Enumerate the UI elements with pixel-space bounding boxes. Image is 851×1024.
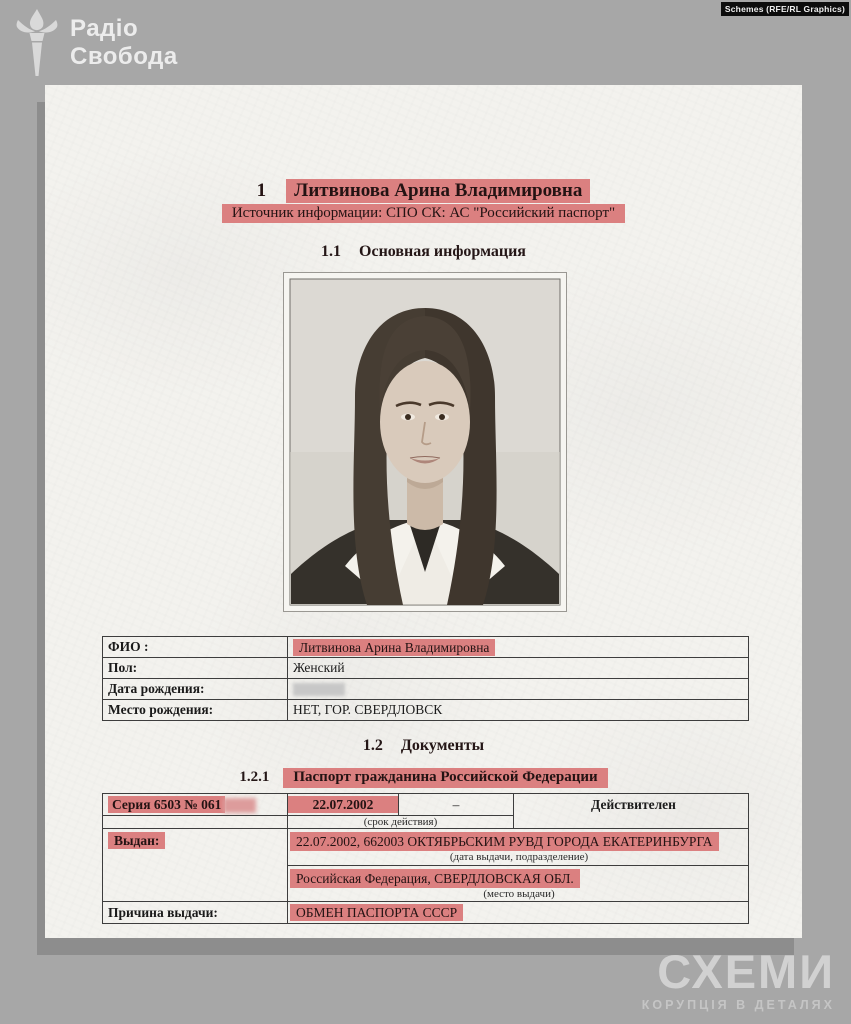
issued-value-cell xyxy=(288,829,749,866)
source-line xyxy=(45,204,802,223)
schemes-logo xyxy=(641,945,835,1012)
section-1-1-title: Основная информация xyxy=(359,243,526,260)
field-label-birthdate: Дата рождения: xyxy=(103,679,288,700)
passport-photo xyxy=(283,272,567,612)
brand-line-1: Радіо xyxy=(70,15,139,43)
place-caption: (место выдачи) xyxy=(483,888,555,900)
document-sheet xyxy=(45,85,802,938)
schemes-wordmark: СХЕМИ xyxy=(657,945,835,998)
section-1-2-heading xyxy=(45,737,802,755)
source-line-text: Источник информации: СПО СК: АС "Российский паспорт" xyxy=(222,204,625,223)
passport-heading: Паспорт гражданина Российской Федерации xyxy=(283,768,607,788)
issue-date-cell xyxy=(288,794,399,816)
radio-svoboda-logo xyxy=(14,8,178,78)
main-info-table xyxy=(102,636,749,721)
record-number: 1 xyxy=(256,180,267,201)
torch-icon xyxy=(14,8,60,78)
brand-line-2: Свобода xyxy=(70,43,178,70)
issued-label-cell xyxy=(103,829,288,902)
credit-badge: Schemes (RFE/RL Graphics) xyxy=(721,2,849,16)
section-1-1-number: 1.1 xyxy=(321,243,342,260)
blurred-redaction-box xyxy=(223,798,256,813)
validity-dash-cell: – xyxy=(399,794,514,816)
reason-value-cell xyxy=(288,902,749,924)
section-1-1-heading xyxy=(45,243,802,261)
radio-svoboda-wordmark xyxy=(70,15,178,70)
person-name: Литвинова Арина Владимировна xyxy=(286,179,590,203)
passport-table xyxy=(102,793,749,924)
issued-caption: (дата выдачи, подразделение) xyxy=(449,851,589,863)
redaction-highlight: Литвинова Арина Владимировна xyxy=(293,639,495,656)
record-title xyxy=(45,179,802,203)
section-1-2-1-heading xyxy=(45,768,802,788)
field-value-birthplace: НЕТ, ГОР. СВЕРДЛОВСК xyxy=(288,700,749,721)
issued-value: 22.07.2002, 662003 ОКТЯБРЬСКИМ РУВД ГОРОДА ЕКАТЕРИНБУРГА xyxy=(290,832,719,851)
passport-status: Действителен xyxy=(514,794,749,829)
field-value-gender: Женский xyxy=(288,658,749,679)
table-row xyxy=(103,794,749,816)
passport-series-cell xyxy=(103,794,288,816)
table-row xyxy=(103,679,749,700)
empty-cell xyxy=(103,816,288,829)
passport-series: Серия 6503 № 061 xyxy=(108,796,225,813)
field-label-gender: Пол: xyxy=(103,658,288,679)
blurred-redaction-box xyxy=(293,683,345,696)
section-1-2-title: Документы xyxy=(400,737,485,754)
section-1-2-number: 1.2 xyxy=(362,737,383,754)
field-value-fio xyxy=(288,637,749,658)
section-1-2-1-number: 1.2.1 xyxy=(239,769,270,785)
table-row xyxy=(103,829,749,866)
place-value: Российская Федерация, СВЕРДЛОВСКАЯ ОБЛ. xyxy=(290,869,580,888)
issue-date: 22.07.2002 xyxy=(288,796,398,813)
issued-label: Выдан: xyxy=(108,832,165,849)
table-row xyxy=(103,637,749,658)
place-value-cell xyxy=(288,866,749,902)
field-label-birthplace: Место рождения: xyxy=(103,700,288,721)
validity-caption: (срок действия) xyxy=(288,816,514,829)
field-value-birthdate xyxy=(288,679,749,700)
table-row xyxy=(103,700,749,721)
table-row xyxy=(103,902,749,924)
schemes-tagline: КОРУПЦІЯ В ДЕТАЛЯХ xyxy=(641,998,835,1012)
reason-value: ОБМЕН ПАСПОРТА СССР xyxy=(290,904,463,921)
reason-label: Причина выдачи: xyxy=(103,902,288,924)
field-label-fio: ФИО : xyxy=(103,637,288,658)
table-row xyxy=(103,658,749,679)
